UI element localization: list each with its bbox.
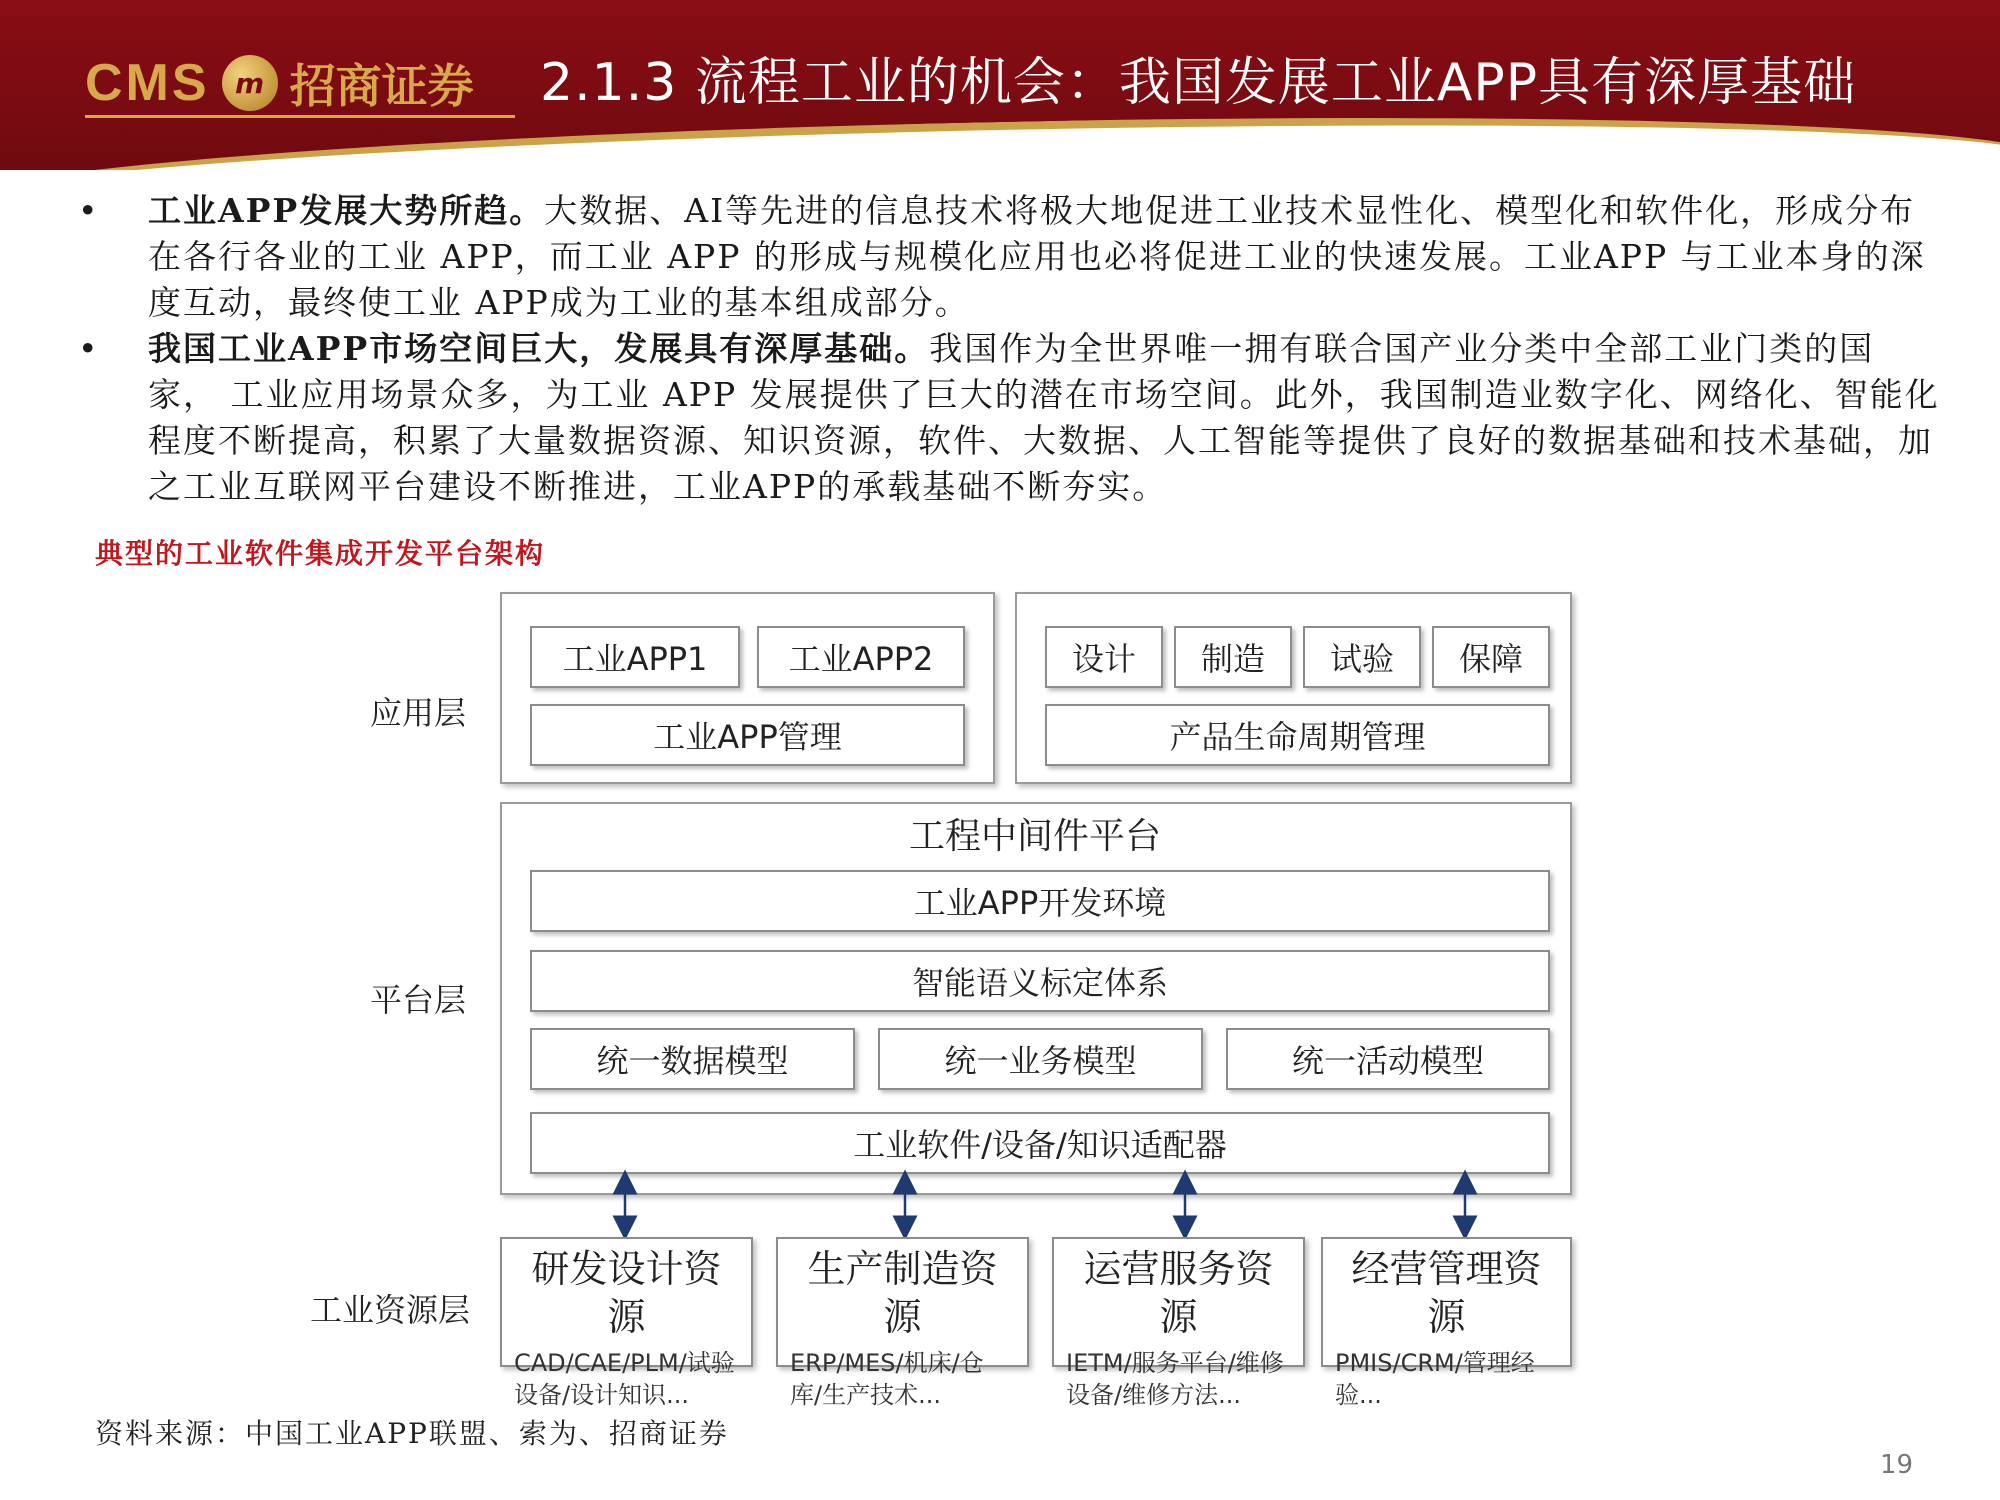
resource-title: 生产制造资源 xyxy=(807,1247,998,1339)
bullet-item xyxy=(70,326,1940,510)
bullet-marker: • xyxy=(78,329,98,368)
slide-header xyxy=(0,0,2000,170)
logo-underline xyxy=(85,115,515,118)
lifecycle-item: 试验 xyxy=(1303,626,1421,688)
app-box-app2: 工业APP2 xyxy=(757,626,965,688)
bullet-marker: • xyxy=(78,191,98,230)
resource-title: 经营管理资源 xyxy=(1351,1247,1542,1339)
resource-title: 研发设计资源 xyxy=(531,1247,722,1339)
platform-box-dev-env: 工业APP开发环境 xyxy=(530,870,1550,932)
logo-badge-icon: m xyxy=(222,55,278,111)
lifecycle-item: 制造 xyxy=(1174,626,1292,688)
lifecycle-item: 设计 xyxy=(1045,626,1163,688)
resource-box xyxy=(776,1237,1029,1409)
bullet-body: 大数据、AI等先进的信息技术将极大地促进工业技术显性化、模型化和软件化，形成分布在各行各业的工业 APP，而工业 APP 的形成与规模化应用也必将促进工业的快速发展。工业APP 与工业本身的深度互动，最终使工业 APP成为工业的基本组成部分。 xyxy=(148,191,1926,322)
resource-desc: PMIS/CRM/管理经验... xyxy=(1335,1349,1535,1409)
platform-box-adapter: 工业软件/设备/知识适配器 xyxy=(530,1112,1550,1174)
bullet-body: 我国作为全世界唯一拥有联合国产业分类中全部工业门类的国家， 工业应用场景众多，为工业 APP 发展提供了巨大的潜在市场空间。此外，我国制造业数字化、网络化、智能化程度不断提高，积累了大量数据资源、知识资源，软件、大数据、人工智能等提供了良好的数据基础和技术基础，加之工业互联网平台建设不断推进，工业APP的承载基础不断夯实。 xyxy=(148,329,1940,506)
lifecycle-item: 保障 xyxy=(1432,626,1550,688)
resource-title: 运营服务资源 xyxy=(1083,1247,1274,1339)
figure-title: 典型的工业软件集成开发平台架构 xyxy=(95,537,546,570)
resource-box xyxy=(1321,1237,1572,1409)
logo-chinese-name: 招商证券 xyxy=(289,59,474,113)
source-note: 资料来源：中国工业APP联盟、索为、招商证券 xyxy=(95,1417,729,1450)
platform-box-model: 统一业务模型 xyxy=(878,1028,1203,1090)
app-box-app1: 工业APP1 xyxy=(530,626,740,688)
bullet-lead: 工业APP发展大势所趋。 xyxy=(148,191,545,230)
bullet-text xyxy=(148,188,1940,326)
app-box-plm: 产品生命周期管理 xyxy=(1045,704,1550,766)
layer-label-application: 应用层 xyxy=(370,694,467,732)
bullet-text xyxy=(148,326,1940,510)
resource-box xyxy=(500,1237,753,1409)
platform-box-semantic: 智能语义标定体系 xyxy=(530,950,1550,1012)
layer-label-resource: 工业资源层 xyxy=(310,1291,471,1329)
app-box-manage: 工业APP管理 xyxy=(530,704,965,766)
bullet-list xyxy=(70,188,1940,510)
resource-desc: IETM/服务平台/维修设备/维修方法... xyxy=(1066,1349,1284,1409)
resource-desc: CAD/CAE/PLM/试验设备/设计知识... xyxy=(514,1349,735,1409)
platform-title: 工程中间件平台 xyxy=(908,816,1161,857)
bullet-lead: 我国工业APP市场空间巨大，发展具有深厚基础。 xyxy=(148,329,930,368)
layer-label-platform: 平台层 xyxy=(370,981,467,1019)
page-title: 2.1.3 流程工业的机会：我国发展工业APP具有深厚基础 xyxy=(540,53,1857,113)
platform-box-model: 统一活动模型 xyxy=(1226,1028,1550,1090)
resource-box xyxy=(1052,1237,1305,1409)
resource-desc: ERP/MES/机床/仓库/生产技术... xyxy=(790,1349,984,1409)
cms-logo xyxy=(85,48,474,118)
page-number: 19 xyxy=(1880,1450,1914,1480)
platform-box-model: 统一数据模型 xyxy=(530,1028,855,1090)
logo-cms-text: CMS xyxy=(85,54,210,112)
bullet-item xyxy=(70,188,1940,326)
